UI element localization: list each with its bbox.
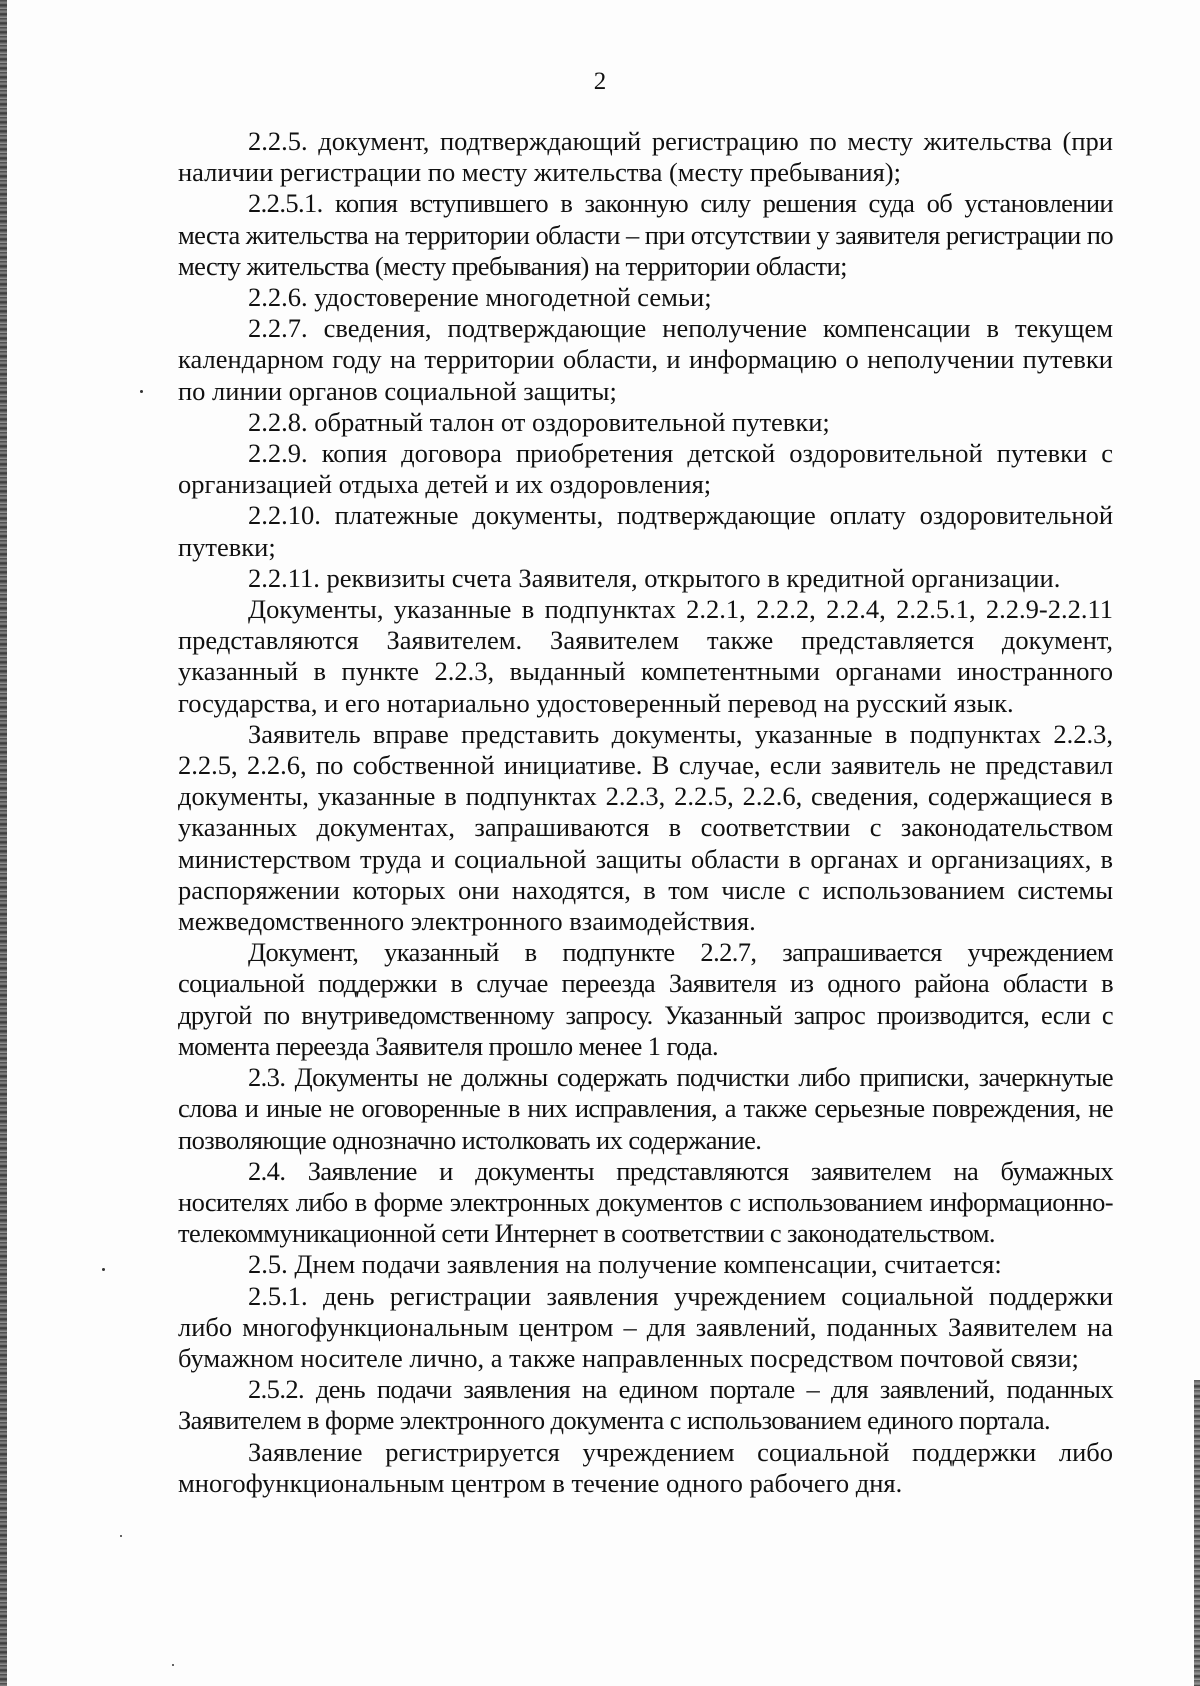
paragraph-2-2-10: 2.2.10. платежные документы, подтверждающие оплату оздоровительной путевки; bbox=[178, 500, 1113, 562]
paragraph-2-5: 2.5. Днем подачи заявления на получение компенсации, считается: bbox=[248, 1249, 1002, 1280]
scan-edge-right bbox=[1194, 1380, 1200, 1686]
paragraph-documents-submitted: Документы, указанные в подпунктах 2.2.1, 2.2.2, 2.2.4, 2.2.5.1, 2.2.9-2.2.11 представляются Заявителем. Заявителем также представляется документ, указанный в пункте 2.2.3, выданный компетентными органами иностранного государства, и его нотариально удостоверенный перевод на русский язык. bbox=[178, 594, 1113, 718]
paragraph-2-4: 2.4. Заявление и документы представляются заявителем на бумажных носителях либо в форме электронных документов с использованием информационно-телекоммуникационной сети Интернет в соответствии с законодательством. bbox=[178, 1155, 1113, 1249]
paragraph-applicant-initiative: Заявитель вправе представить документы, указанные в подпунктах 2.2.3, 2.2.5, 2.2.6, по собственной инициативе. В случае, если заявитель не представил документы, указанные в подпунктах 2.2.3, 2.2.5, 2.2.6, сведения, содержащиеся в указанных документах, запрашиваются в соответствии с законодательством министерством труда и социальной защиты области в органах и организациях, в распоряжении которых они находятся, в том числе с использованием системы межведомственного электронного взаимодействия. bbox=[178, 718, 1113, 937]
scan-speck bbox=[120, 1535, 122, 1537]
paragraph-2-2-8: 2.2.8. обратный талон от оздоровительной путевки; bbox=[248, 406, 830, 437]
paragraph-2-2-11: 2.2.11. реквизиты счета Заявителя, открытого в кредитной организации. bbox=[248, 562, 1061, 593]
page-number: 2 bbox=[593, 68, 607, 95]
paragraph-2-5-2: 2.5.2. день подачи заявления на едином портале – для заявлений, поданных Заявителем в форме электронного документа с использованием единого портала. bbox=[178, 1374, 1113, 1436]
scan-speck bbox=[102, 1268, 105, 1271]
paragraph-registration: Заявление регистрируется учреждением социальной поддержки либо многофункциональным центром в течение одного рабочего дня. bbox=[178, 1436, 1113, 1498]
paragraph-2-3: 2.3. Документы не должны содержать подчистки либо приписки, зачеркнутые слова и иные не оговоренные в них исправления, а также серьезные повреждения, не позволяющие однозначно истолковать их содержание. bbox=[178, 1062, 1113, 1155]
document-body bbox=[178, 126, 1113, 1499]
paragraph-2-2-9: 2.2.9. копия договора приобретения детской оздоровительной путевки с организацией отдыха детей и их оздоровления; bbox=[178, 438, 1113, 500]
paragraph-2-2-7: 2.2.7. сведения, подтверждающие неполучение компенсации в текущем календарном году на территории области, и информацию о неполучении путевки по линии органов социальной защиты; bbox=[178, 313, 1113, 406]
paragraph-2-2-5-1: 2.2.5.1. копия вступившего в законную силу решения суда об установлении места жительства на территории области – при отсутствии у заявителя регистрации по месту жительства (месту пребывания) на территории области; bbox=[178, 188, 1113, 281]
scan-edge-left bbox=[0, 0, 7, 1686]
paragraph-document-2-2-7-request: Документ, указанный в подпункте 2.2.7, запрашивается учреждением социальной поддержки в случае переезда Заявителя из одного района области в другой по внутриведомственному запросу. Указанный запрос производится, если с момента переезда Заявителя прошло менее 1 года. bbox=[178, 937, 1113, 1061]
paragraph-2-5-1: 2.5.1. день регистрации заявления учреждением социальной поддержки либо многофункциональным центром – для заявлений, поданных Заявителем на бумажном носителе лично, а также направленных посредством почтовой связи; bbox=[178, 1280, 1113, 1373]
paragraph-2-2-5: 2.2.5. документ, подтверждающий регистрацию по месту жительства (при наличии регистрации по месту жительства (месту пребывания); bbox=[178, 126, 1113, 188]
scan-speck bbox=[140, 390, 143, 393]
scan-speck bbox=[172, 1664, 174, 1666]
paragraph-2-2-6: 2.2.6. удостоверение многодетной семьи; bbox=[248, 282, 712, 313]
